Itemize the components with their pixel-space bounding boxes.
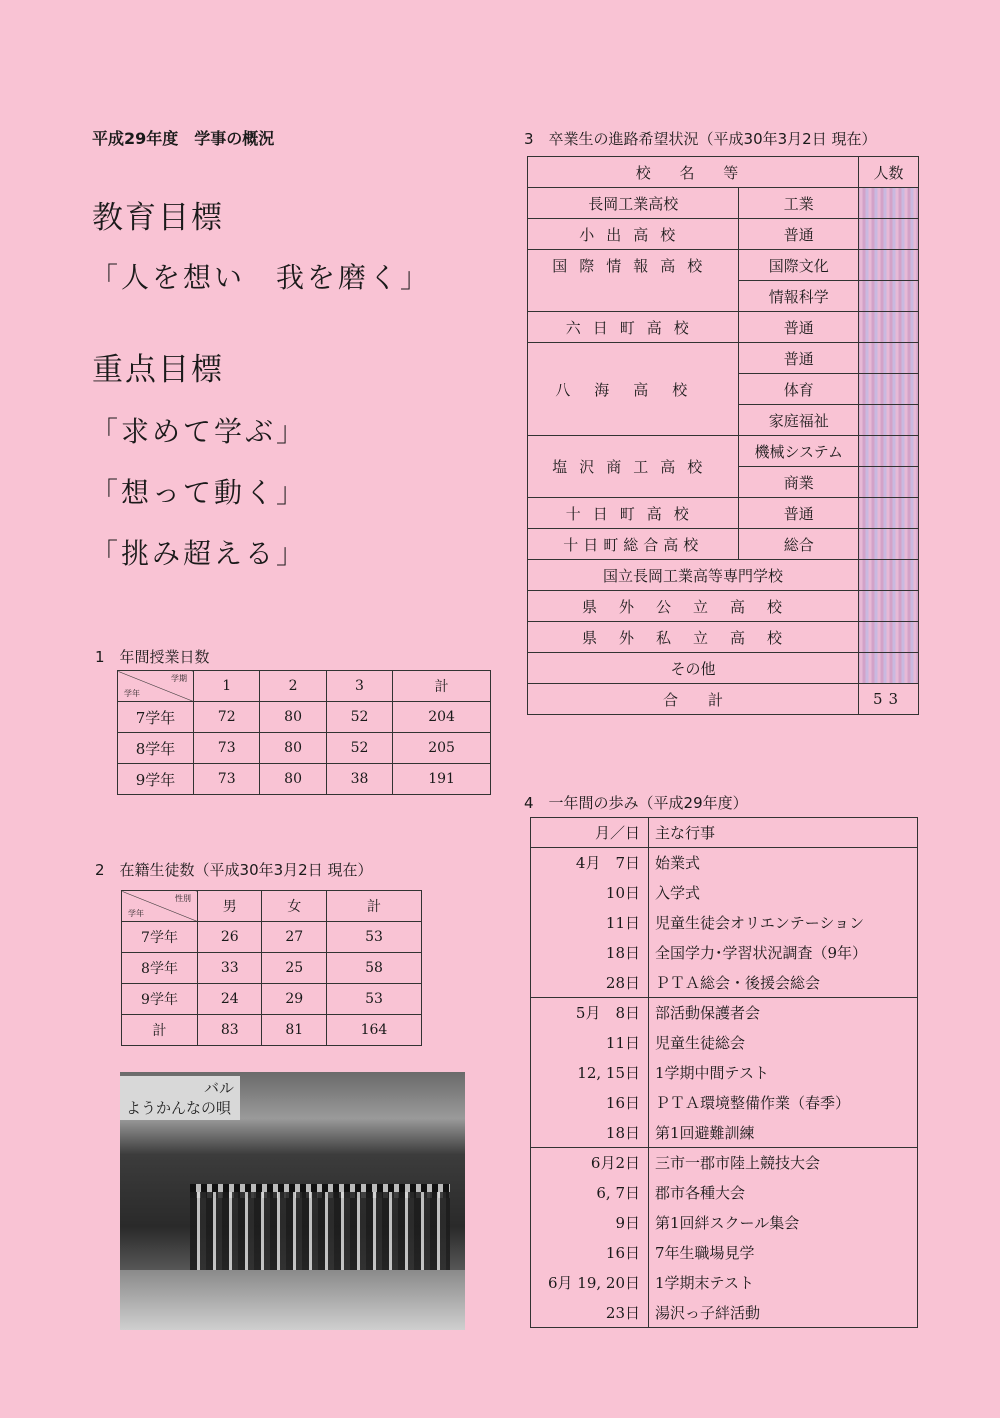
event-date: 23日 — [531, 1298, 649, 1328]
row-label: 計 — [122, 1015, 198, 1046]
cell: 72 — [194, 702, 260, 733]
cell: 164 — [326, 1015, 421, 1046]
event-name: 郡市各種大会 — [649, 1178, 918, 1208]
table-row — [118, 702, 491, 733]
event-date: 6月2日 — [531, 1148, 649, 1178]
column-header: 2 — [260, 671, 326, 702]
table-row-total — [528, 684, 919, 715]
table-row — [531, 1178, 918, 1208]
table-row — [528, 312, 919, 343]
event-name: 7年生職場見学 — [649, 1238, 918, 1268]
cell: 29 — [262, 984, 326, 1015]
department: 体育 — [739, 374, 859, 405]
count-cell — [859, 219, 919, 250]
cell: 83 — [198, 1015, 262, 1046]
school-name: 十日町高校 — [528, 498, 739, 529]
count-cell — [859, 467, 919, 498]
cell: 53 — [326, 922, 421, 953]
corner-top-label: 学期 — [171, 674, 187, 683]
event-name: 児童生徒総会 — [649, 1028, 918, 1058]
cell: 191 — [393, 764, 491, 795]
cell: 25 — [262, 953, 326, 984]
cell: 27 — [262, 922, 326, 953]
department: 普通 — [739, 312, 859, 343]
corner-top-label: 性別 — [175, 894, 191, 903]
focus-goal-heading: 重点目標 — [92, 352, 224, 388]
school-name: 六日町高校 — [528, 312, 739, 343]
event-date: 11日 — [531, 908, 649, 938]
count-cell — [859, 436, 919, 467]
school-name: 長岡工業高校 — [528, 188, 739, 219]
count-cell — [859, 312, 919, 343]
total-label: 合 計 — [528, 684, 859, 715]
cell: 58 — [326, 953, 421, 984]
table-row — [528, 622, 919, 653]
table-row — [531, 968, 918, 998]
department: 工業 — [739, 188, 859, 219]
focus-goal-2: 「想って動く」 — [90, 476, 308, 509]
school-name: 十日町総合高校 — [528, 529, 739, 560]
cell: 73 — [194, 764, 260, 795]
table-row — [528, 591, 919, 622]
cell: 53 — [326, 984, 421, 1015]
focus-goal-1: 「求めて学ぶ」 — [90, 415, 308, 448]
department: 普通 — [739, 498, 859, 529]
table-row — [531, 1148, 918, 1178]
section1-title: 1 年間授業日数 — [95, 648, 210, 666]
photo-banner-line2: ようかんなの唄 — [126, 1099, 232, 1117]
cell: 26 — [198, 922, 262, 953]
event-name: ＰＴＡ環境整備作業（春季） — [649, 1088, 918, 1118]
count-cell — [859, 560, 919, 591]
event-date: 9日 — [531, 1208, 649, 1238]
table-row — [531, 1268, 918, 1298]
table-row — [122, 953, 422, 984]
department: 総合 — [739, 529, 859, 560]
table-row — [531, 878, 918, 908]
table-corner — [118, 671, 194, 702]
education-goal-motto: 「人を想い 我を磨く」 — [90, 261, 432, 294]
table-row — [531, 1058, 918, 1088]
table-row — [531, 1238, 918, 1268]
count-cell — [859, 188, 919, 219]
count-cell — [859, 622, 919, 653]
school-name: 国際情報高校 — [528, 250, 739, 312]
event-name: 児童生徒会オリエンテーション — [649, 908, 918, 938]
event-name: 始業式 — [649, 848, 918, 878]
table-row — [118, 733, 491, 764]
table-row — [531, 1028, 918, 1058]
event-date: 16日 — [531, 1088, 649, 1118]
table-row — [118, 764, 491, 795]
event-date: 16日 — [531, 1238, 649, 1268]
cell: 204 — [393, 702, 491, 733]
event-date: 6, 7日 — [531, 1178, 649, 1208]
cell: 80 — [260, 702, 326, 733]
table-row — [531, 1118, 918, 1148]
table-row — [531, 998, 918, 1028]
table-row — [528, 560, 919, 591]
school-name: 小出高校 — [528, 219, 739, 250]
column-header-date: 月／日 — [531, 818, 649, 848]
school-name: 県外私立高校 — [528, 622, 859, 653]
table-row — [531, 848, 918, 878]
event-date: 6月 19, 20日 — [531, 1268, 649, 1298]
count-cell — [859, 405, 919, 436]
table-row — [528, 653, 919, 684]
school-name: 八海高校 — [528, 343, 739, 436]
department: 国際文化 — [739, 250, 859, 281]
count-cell — [859, 653, 919, 684]
enrollment-table — [121, 890, 422, 1046]
count-cell — [859, 250, 919, 281]
page-title: 平成29年度 学事の概況 — [92, 129, 275, 148]
column-header: 計 — [393, 671, 491, 702]
career-plans-table — [527, 156, 919, 715]
event-name: ＰＴＡ総会・後援会総会 — [649, 968, 918, 998]
count-cell — [859, 591, 919, 622]
total-value: 53 — [859, 684, 919, 715]
department: 機械システム — [739, 436, 859, 467]
school-name: その他 — [528, 653, 859, 684]
cell: 80 — [260, 764, 326, 795]
cell: 80 — [260, 733, 326, 764]
choir-photo — [120, 1072, 465, 1330]
column-header: 計 — [326, 891, 421, 922]
table-row — [528, 529, 919, 560]
row-label: 8学年 — [118, 733, 194, 764]
cell: 52 — [326, 733, 392, 764]
section4-title: 4 一年間の歩み（平成29年度） — [524, 794, 748, 812]
row-label: 9学年 — [118, 764, 194, 795]
table-row — [528, 219, 919, 250]
table-row — [528, 436, 919, 467]
table-row — [528, 498, 919, 529]
department: 普通 — [739, 219, 859, 250]
table-row — [528, 188, 919, 219]
table-corner — [122, 891, 198, 922]
annual-events-table — [530, 817, 918, 1328]
corner-bottom-label: 学年 — [128, 909, 144, 918]
row-label: 7学年 — [122, 922, 198, 953]
class-days-table — [117, 670, 491, 795]
table-row — [531, 908, 918, 938]
count-cell — [859, 498, 919, 529]
table-row — [122, 1015, 422, 1046]
column-header-school: 校 名 等 — [528, 157, 859, 188]
column-header: 1 — [194, 671, 260, 702]
event-date: 28日 — [531, 968, 649, 998]
corner-bottom-label: 学年 — [124, 689, 140, 698]
table-row — [528, 343, 919, 374]
school-name: 国立長岡工業高等専門学校 — [528, 560, 859, 591]
cell: 205 — [393, 733, 491, 764]
column-header: 3 — [326, 671, 392, 702]
focus-goal-3: 「挑み超える」 — [90, 537, 308, 570]
row-label: 9学年 — [122, 984, 198, 1015]
count-cell — [859, 374, 919, 405]
table-row — [531, 938, 918, 968]
event-name: 第1回絆スクール集会 — [649, 1208, 918, 1238]
department: 情報科学 — [739, 281, 859, 312]
department: 家庭福祉 — [739, 405, 859, 436]
event-name: 入学式 — [649, 878, 918, 908]
photo-banner — [120, 1076, 240, 1120]
event-date: 10日 — [531, 878, 649, 908]
table-row — [122, 984, 422, 1015]
education-goal-heading: 教育目標 — [92, 200, 224, 236]
table-row — [122, 922, 422, 953]
cell: 73 — [194, 733, 260, 764]
department: 商業 — [739, 467, 859, 498]
school-name: 県外公立高校 — [528, 591, 859, 622]
event-date: 11日 — [531, 1028, 649, 1058]
event-name: 三市一郡市陸上競技大会 — [649, 1148, 918, 1178]
table-row — [528, 250, 919, 281]
department: 普通 — [739, 343, 859, 374]
cell: 33 — [198, 953, 262, 984]
cell: 52 — [326, 702, 392, 733]
event-name: 第1回避難訓練 — [649, 1118, 918, 1148]
count-cell — [859, 343, 919, 374]
column-header: 男 — [198, 891, 262, 922]
cell: 38 — [326, 764, 392, 795]
event-date: 18日 — [531, 1118, 649, 1148]
cell: 81 — [262, 1015, 326, 1046]
count-cell — [859, 529, 919, 560]
row-label: 7学年 — [118, 702, 194, 733]
event-date: 4月 7日 — [531, 848, 649, 878]
event-name: 湯沢っ子絆活動 — [649, 1298, 918, 1328]
event-date: 5月 8日 — [531, 998, 649, 1028]
section2-title: 2 在籍生徒数（平成30年3月2日 現在） — [95, 861, 373, 879]
photo-banner-line1: バル — [203, 1079, 234, 1097]
event-name: 部活動保護者会 — [649, 998, 918, 1028]
row-label: 8学年 — [122, 953, 198, 984]
school-name: 塩沢商工高校 — [528, 436, 739, 498]
event-date: 18日 — [531, 938, 649, 968]
event-name: 1学期中間テスト — [649, 1058, 918, 1088]
event-name: 全国学力･学習状況調査（9年） — [649, 938, 918, 968]
event-date: 12, 15日 — [531, 1058, 649, 1088]
table-row — [531, 1208, 918, 1238]
table-row — [531, 1298, 918, 1328]
count-cell — [859, 281, 919, 312]
column-header-event: 主な行事 — [649, 818, 918, 848]
cell: 24 — [198, 984, 262, 1015]
event-name: 1学期末テスト — [649, 1268, 918, 1298]
table-row — [531, 1088, 918, 1118]
photo-stage — [120, 1270, 465, 1330]
section3-title: 3 卒業生の進路希望状況（平成30年3月2日 現在） — [524, 130, 877, 148]
column-header-count: 人数 — [859, 157, 919, 188]
column-header: 女 — [262, 891, 326, 922]
